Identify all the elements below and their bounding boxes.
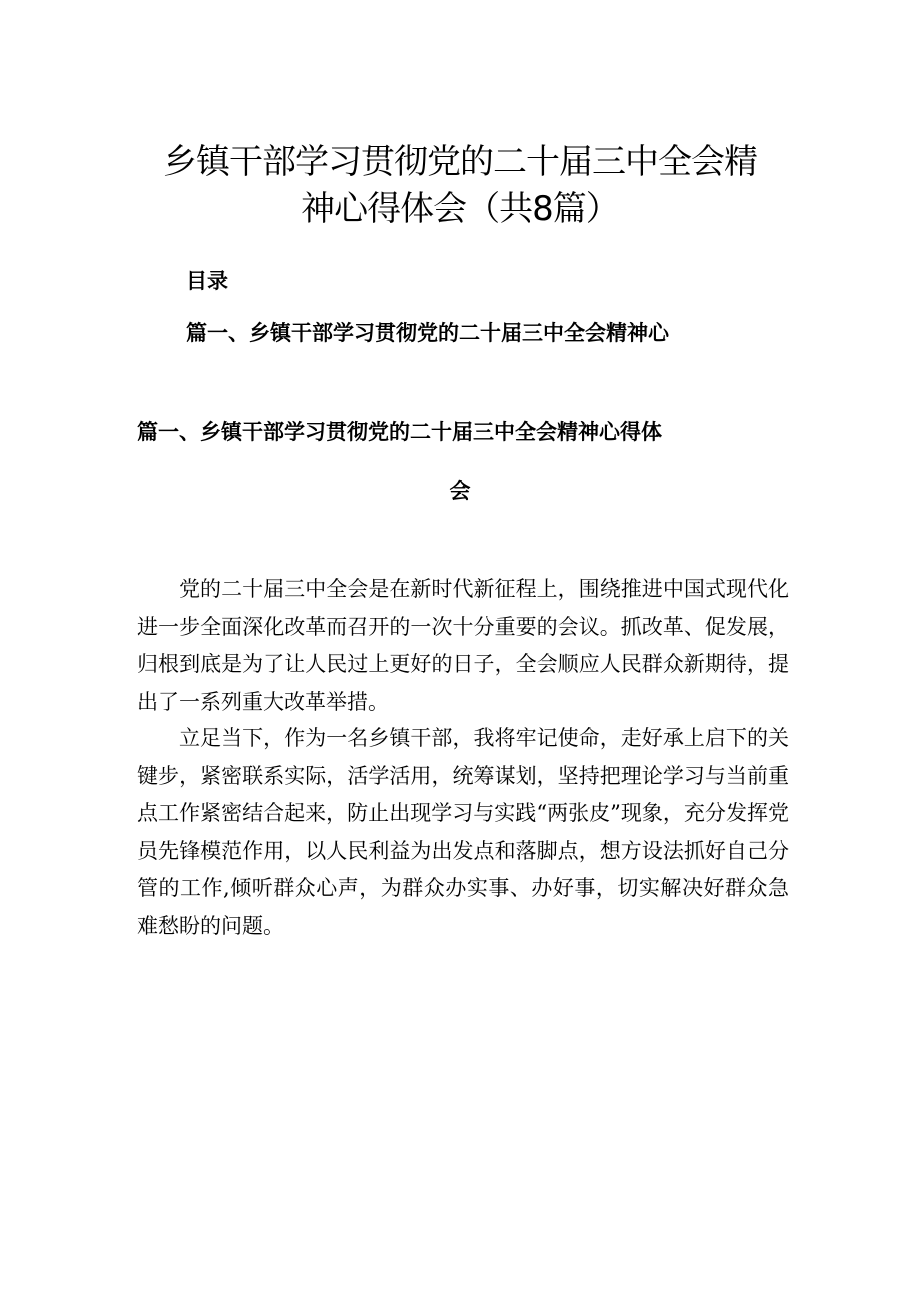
section-heading-line-1: 篇一、乡镇干部学习贯彻党的二十届三中全会精神心得体 [137, 420, 662, 444]
document-title-line-1: 乡镇干部学习贯彻党的二十届三中全会精 [163, 142, 757, 182]
toc-item[interactable]: 篇一、乡镇干部学习贯彻党的二十届三中全会精神心 [186, 321, 669, 345]
document-title-line-2: 神心得体会（共8篇） [301, 189, 619, 229]
section-heading-line-2: 会 [449, 479, 471, 503]
body-paragraph: 党的二十届三中全会是在新时代新征程上，围绕推进中国式现代化进一步全面深化改革而召开的一次十分重要的会议。抓改革、促发展，归根到底是为了让人民过上更好的日子，全会顺应人民群众新期待，提出了一系列重大改革举措。 [137, 577, 789, 714]
toc-heading: 目录 [186, 269, 228, 293]
body-paragraph: 立足当下，作为一名乡镇干部，我将牢记使命，走好承上启下的关键步，紧密联系实际，活学活用，统筹谋划，坚持把理论学习与当前重点工作紧密结合起来，防止出现学习与实践“两张皮”现象，充分发挥党员先锋模范作用，以人民利益为出发点和落脚点，想方设法抓好自己分管的工作,倾听群众心声，为群众办实事、办好事，切实解决好群众急难愁盼的问题。 [137, 726, 789, 938]
